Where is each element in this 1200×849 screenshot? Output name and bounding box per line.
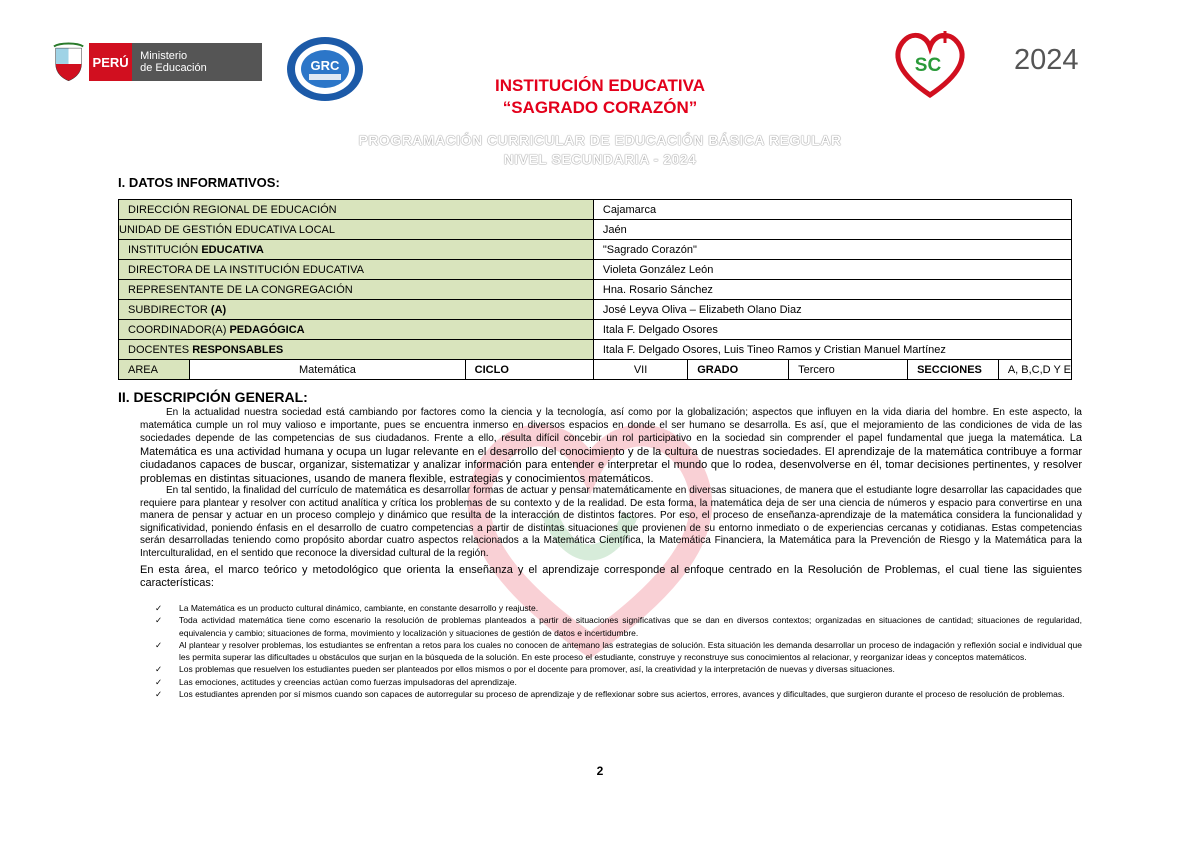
checkmark-icon: ✓: [155, 664, 163, 675]
checkmark-icon: ✓: [155, 689, 163, 700]
program-level: NIVEL SECUNDARIA - 2024: [503, 151, 697, 167]
area-row: [119, 360, 1072, 380]
row-value: Cajamarca: [593, 200, 1071, 220]
list-item: [155, 602, 1082, 614]
checkmark-icon: ✓: [155, 615, 163, 626]
list-item: [155, 688, 1082, 700]
table-row: [119, 320, 1072, 340]
list-item: [155, 614, 1082, 639]
row-label-a: INSTITUCIÓN: [128, 243, 202, 256]
row-label: UNIDAD DE GESTIÓN EDUCATIVA LOCAL: [119, 220, 594, 240]
paragraph-1a: En la actualidad nuestra sociedad está cambiando por factores como la ciencia y la tecnología, así como por la globalización; aspectos que influyen en la vida diaria del hombre. En este aspecto, la matemática cumple un rol muy valioso e importante, pues se encuentra inmerso en diversos espacios en donde el ser humano se desarrolla. Es así, que el mejoramiento de las condiciones de vida de las sociedades depende de las competencias de sus ciudadanos. Frente a ello, resulta difícil concebir un rol participativo en la sociedad sin comprender el papel fundamental que juega la matemática.: [140, 407, 1082, 445]
grado-value: Tercero: [789, 360, 908, 380]
row-value: José Leyva Oliva – Elizabeth Olano Diaz: [593, 300, 1071, 320]
secciones-value: A, B,C,D Y E: [998, 360, 1071, 380]
row-value: "Sagrado Corazón": [593, 240, 1071, 260]
checkmark-icon: ✓: [155, 676, 163, 687]
area-label: AREA: [119, 360, 190, 380]
list-item-text: Los estudiantes aprenden por sí mismos cuando son capaces de autorregular su proceso de aprendizaje y de reflexionar sobre sus aciertos, errores, avances y dificultades, que surgieron durante el proceso de resolución de problemas.: [179, 689, 1065, 700]
year-label: 2024: [1014, 44, 1079, 76]
ministry-line2: de Educación: [140, 62, 207, 74]
list-item-text: Las emociones, actitudes y creencias actúan como fuerzas impulsadoras del aprendizaje.: [179, 676, 517, 687]
checkmark-icon: ✓: [155, 603, 163, 613]
list-item-text: Al plantear y resolver problemas, los estudiantes se enfrentan a retos para los cuales no conocen de antemano las estrategias de solución. Esta situación les demanda desarrollar un proceso de indagación y reflexión social e individual que les permita superar las dificultades u obstáculos que surjan en la búsqueda de la solución. En este proceso el estudiante, construye y reconstruye sus conocimientos al relacionar, y reorganizar ideas y conceptos matemáticos.: [179, 639, 1082, 663]
info-table: [118, 199, 1072, 380]
area-value: Matemática: [190, 360, 465, 380]
row-value: Itala F. Delgado Osores: [593, 320, 1071, 340]
row-label-a: COORDINADOR(A): [128, 323, 230, 336]
paragraph-2: En tal sentido, la finalidad del currículo de matemática es desarrollar formas de actuar y pensar matemáticamente en diversas situaciones, de manera que el estudiante logre desarrollar las capacidades que requiere para plantear y resolver con actitud analítica y crítica los problemas de su contexto y de la realidad. De esta forma, la matemática deja de ser una ciencia de números y espacio para convertirse en una manera de pensar y actuar en un proceso complejo y dinámico que resulta de la interacción de distintos factores. Por eso, el proceso de enseñanza-aprendizaje de la matemática considera la funcionalidad y significatividad, poniendo énfasis en el desarrollo de cuatro competencias a partir de distintas situaciones que provienen de su entorno inmediato o de experiencias cercanas y cotidianas. Estas competencias serán desarrolladas teniendo como propósito abordar cuatro aspectos relacionados a la Matemática Científica, la Matemática Financiera, la Matemática para la Prevención de Riesgo y la Matemática para la Interculturalidad, en el sentido que reconoce la diversidad cultural de la región.: [140, 485, 1082, 559]
paragraph-1b: La Matemática es una actividad humana y ocupa un lugar relevante en el desarrollo del conocimiento y de la cultura de nuestras sociedades. El aprendizaje de la matemática contribuye a formar ciudadanos capaces de buscar, organizar, sistematizar y analizar información para entender e interpretar el mundo que lo rodea, desenvolverse en él, tomar decisiones pertinentes, y resolver problemas en distintas situaciones, usando de manera flexible, estrategias y conocimientos matemáticos.: [140, 432, 1082, 485]
row-label: DIRECCIÓN REGIONAL DE EDUCACIÓN: [119, 200, 594, 220]
row-label-b: RESPONSABLES: [192, 343, 284, 356]
section-title-datos: I. DATOS INFORMATIVOS:: [118, 175, 280, 190]
section-title-descripcion: II. DESCRIPCIÓN GENERAL:: [118, 389, 308, 405]
row-label: DIRECTORA DE LA INSTITUCIÓN EDUCATIVA: [119, 260, 594, 280]
row-label: [119, 240, 594, 260]
row-value: Jaén: [593, 220, 1071, 240]
page-number: 2: [596, 764, 604, 778]
table-row: [119, 280, 1072, 300]
list-item: [155, 676, 1082, 688]
table-row: [119, 240, 1072, 260]
grado-label: GRADO: [688, 360, 789, 380]
row-label: REPRESENTANTE DE LA CONGREGACIÓN: [119, 280, 594, 300]
grc-label: GRC: [310, 58, 340, 73]
secciones-label: SECCIONES: [908, 360, 999, 380]
row-value: Hna. Rosario Sánchez: [593, 280, 1071, 300]
table-row: [119, 300, 1072, 320]
table-row: [119, 340, 1072, 360]
table-row: [119, 260, 1072, 280]
institution-name: “SAGRADO CORAZÓN”: [502, 98, 698, 117]
row-label-a: SUBDIRECTOR: [128, 303, 211, 316]
program-title: PROGRAMACIÓN CURRICULAR DE EDUCACIÓN BÁSICA REGULAR: [358, 132, 842, 148]
row-label: [119, 340, 594, 360]
checkmark-icon: ✓: [155, 639, 163, 650]
row-label-b: PEDAGÓGICA: [229, 323, 305, 336]
row-label-b: EDUCATIVA: [201, 243, 264, 256]
peru-label: PERÚ: [89, 43, 132, 81]
list-item-text: Toda actividad matemática tiene como escenario la resolución de problemas planteados a partir de situaciones significativas que se dan en diversos contextos; organizadas en situaciones de cantidad; situaciones de regularidad, equivalencia y cambio; situaciones de forma, movimiento y localización y situaciones de gestión de datos e incertidumbre.: [179, 615, 1082, 638]
paragraph-3: En esta área, el marco teórico y metodológico que orienta la enseñanza y el aprendizaje corresponde al enfoque centrado en la Resolución de Problemas, el cual tiene las siguientes características:: [140, 564, 1082, 589]
row-value: Violeta González León: [593, 260, 1071, 280]
row-label-b: (A): [210, 303, 227, 316]
row-value: Itala F. Delgado Osores, Luis Tineo Ramos y Cristian Manuel Martínez: [593, 340, 1071, 360]
ciclo-value: VII: [593, 360, 687, 380]
list-item-text: Los problemas que resuelven los estudiantes pueden ser planteados por ellos mismos o por el docente para promover, así, la creatividad y la interpretación de nuevas y diversas situaciones.: [179, 664, 895, 675]
list-item: [155, 663, 1082, 675]
list-item: [155, 639, 1082, 664]
row-label-a: DOCENTES: [128, 343, 193, 356]
row-label: [119, 320, 594, 340]
ministry-line1: Ministerio: [140, 50, 188, 62]
sc-label: SC: [914, 55, 942, 76]
characteristics-list: [155, 602, 1082, 700]
ciclo-label: CICLO: [465, 360, 593, 380]
table-row: [119, 200, 1072, 220]
institution-title: INSTITUCIÓN EDUCATIVA: [495, 76, 705, 95]
list-item-text: La Matemática es un producto cultural dinámico, cambiante, en constante desarrollo y reajuste.: [179, 603, 539, 613]
table-row: [119, 220, 1072, 240]
paragraph-1: [140, 407, 1082, 487]
row-label: [119, 300, 594, 320]
